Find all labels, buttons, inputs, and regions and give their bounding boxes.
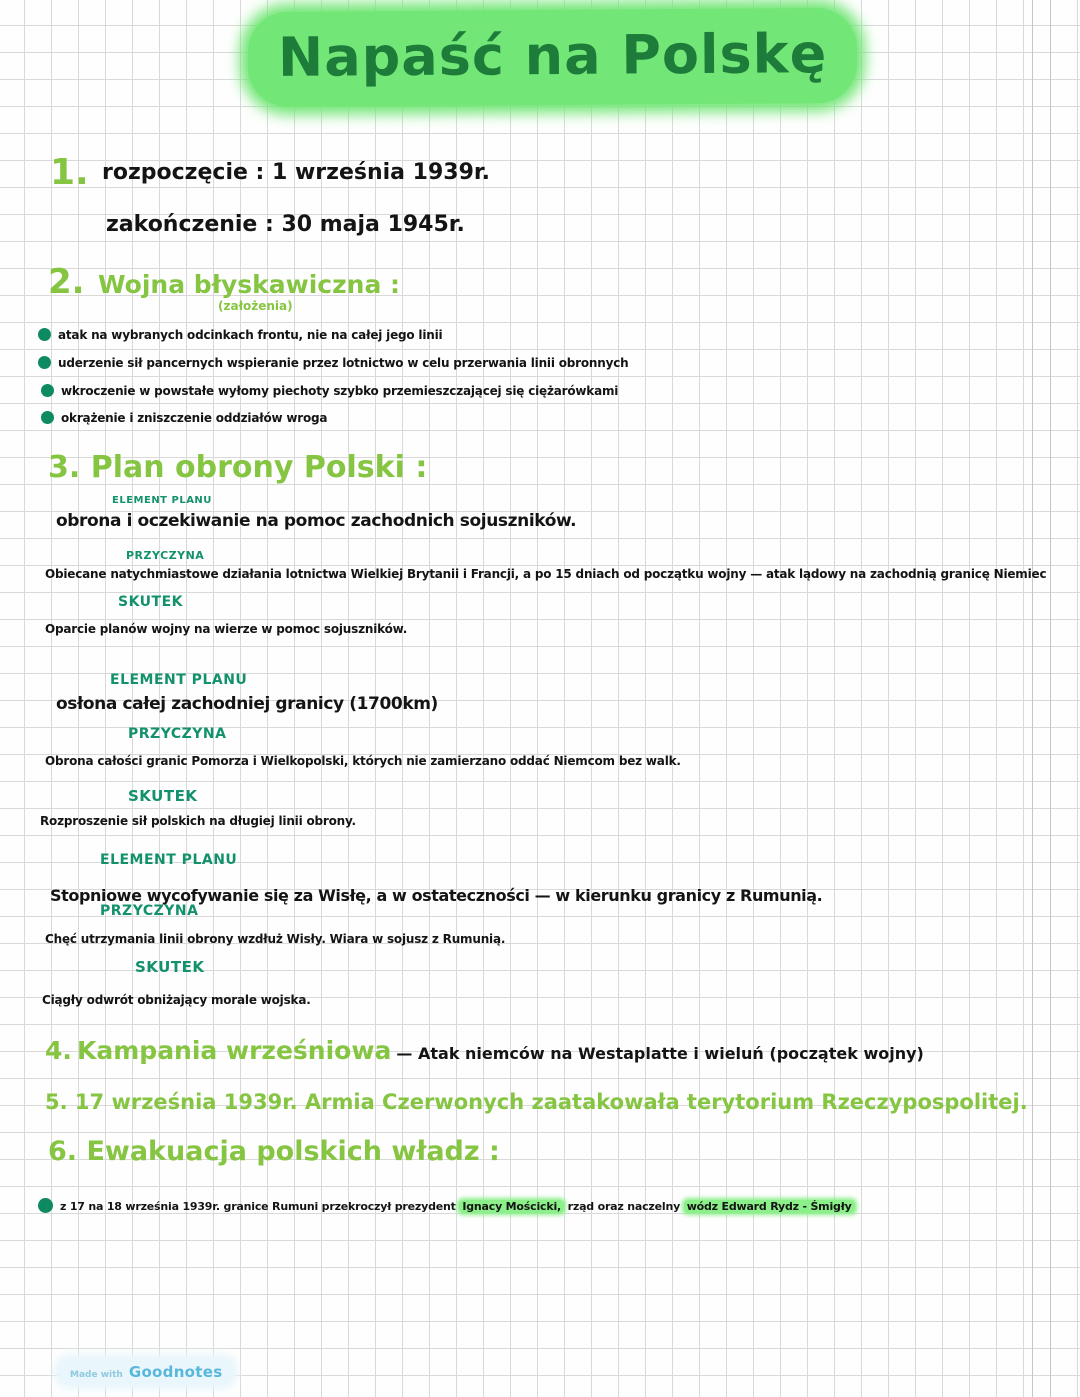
section-3-heading: Plan obrony Polski : (90, 450, 428, 485)
section-5-text: 17 września 1939r. Armia Czerwonych zaatakowała terytorium Rzeczypospolitej. (74, 1090, 1028, 1114)
section-4-row (45, 1036, 924, 1065)
skutek-label-2: SKUTEK (128, 787, 198, 805)
element-planu-label-1: ELEMENT PLANU (112, 495, 212, 506)
element-planu-label-2: ELEMENT PLANU (110, 672, 248, 688)
section-2-subnote: (założenia) (218, 299, 293, 313)
element-planu-text-1: obrona i oczekiwanie na pomoc zachodnich sojuszników. (56, 511, 577, 531)
evacuation-text-mid: rząd oraz naczelny (564, 1200, 684, 1213)
element-planu-label-3: ELEMENT PLANU (100, 852, 238, 868)
page-title: Napaść na Polskę (248, 8, 858, 107)
section-6-heading: Ewakuacja polskich władz : (86, 1136, 500, 1167)
section-4-number: 4. (45, 1036, 72, 1065)
made-with-label: Made with (70, 1370, 123, 1380)
section-4-heading: Kampania wrześniowa (77, 1036, 392, 1065)
right-margin-line-2 (1050, 0, 1051, 1397)
highlighted-name-moscicki: Ignacy Mościcki, (459, 1200, 564, 1213)
element-planu-text-2: osłona całej zachodniej granicy (1700km) (56, 694, 438, 714)
bullet-dot-icon (41, 384, 54, 397)
bullet-dot-icon (38, 356, 51, 369)
section-5-number: 5. (45, 1090, 68, 1114)
section-4-text: — Atak niemców na Westaplatte i wieluń (początek wojny) (396, 1044, 924, 1063)
blitz-bullet-2: uderzenie sił pancernych wspieranie przez lotnictwo w celu przerwania linii obronnych (58, 356, 629, 370)
goodnotes-watermark (58, 1358, 234, 1385)
section-5-row (45, 1090, 1028, 1114)
blitz-bullet-4: okrążenie i zniszczenie oddziałów wroga (61, 411, 328, 425)
right-margin-line-1 (1032, 0, 1033, 1397)
goodnotes-logo: Goodnotes (128, 1363, 223, 1381)
przyczyna-label-1: PRZYCZYNA (126, 549, 205, 562)
przyczyna-text-3: Chęć utrzymania linii obrony wzdłuż Wisły. Wiara w sojusz z Rumunią. (45, 932, 506, 946)
section-6-heading-row (48, 1136, 500, 1167)
przyczyna-label-3: PRZYCZYNA (100, 903, 199, 919)
section-3-heading-row (48, 450, 427, 485)
section-1-number: 1. (50, 152, 89, 193)
element-planu-text-3: Stopniowe wycofywanie się za Wisłę, a w ostateczności — w kierunku granicy z Rumunią. (50, 886, 823, 905)
evacuation-text-start: z 17 na 18 września 1939r. granice Rumuni przekroczył prezydent (60, 1200, 460, 1213)
skutek-text-2: Rozproszenie sił polskich na długiej linii obrony. (40, 814, 356, 828)
section-1-line-end: zakończenie : 30 maja 1945r. (106, 212, 465, 237)
skutek-label-3: SKUTEK (135, 958, 205, 976)
section-6-number: 6. (48, 1136, 78, 1167)
section-2-number: 2. (48, 262, 85, 302)
przyczyna-label-2: PRZYCZYNA (128, 726, 227, 742)
section-2-heading: Wojna błyskawiczna : (98, 270, 401, 299)
section-1-line-start: rozpoczęcie : 1 września 1939r. (102, 160, 490, 185)
blitz-bullet-3: wkroczenie w powstałe wyłomy piechoty szybko przemieszczającej się ciężarówkami (61, 384, 619, 398)
section-3-number: 3. (48, 450, 81, 485)
highlighted-name-rydz-smigly: wódz Edward Rydz - Śmigły (684, 1200, 855, 1213)
skutek-label-1: SKUTEK (118, 594, 184, 610)
skutek-text-1: Oparcie planów wojny na wierze w pomoc sojuszników. (45, 622, 408, 636)
bullet-dot-icon (38, 328, 51, 341)
bullet-dot-icon (41, 411, 54, 424)
blitz-bullet-1: atak na wybranych odcinkach frontu, nie na całej jego linii (58, 328, 443, 342)
przyczyna-text-1: Obiecane natychmiastowe działania lotnictwa Wielkiej Brytanii i Francji, a po 15 dniach od początku wojny — atak lądowy na zachodnią granicę Niemiec (45, 567, 1047, 581)
skutek-text-3: Ciągły odwrót obniżający morale wojska. (42, 993, 311, 1007)
title-block (248, 10, 857, 105)
bullet-dot-icon (38, 1198, 53, 1213)
evacuation-bullet (60, 1200, 855, 1213)
przyczyna-text-2: Obrona całości granic Pomorza i Wielkopolski, których nie zamierzano oddać Niemcom bez walk. (45, 754, 681, 768)
